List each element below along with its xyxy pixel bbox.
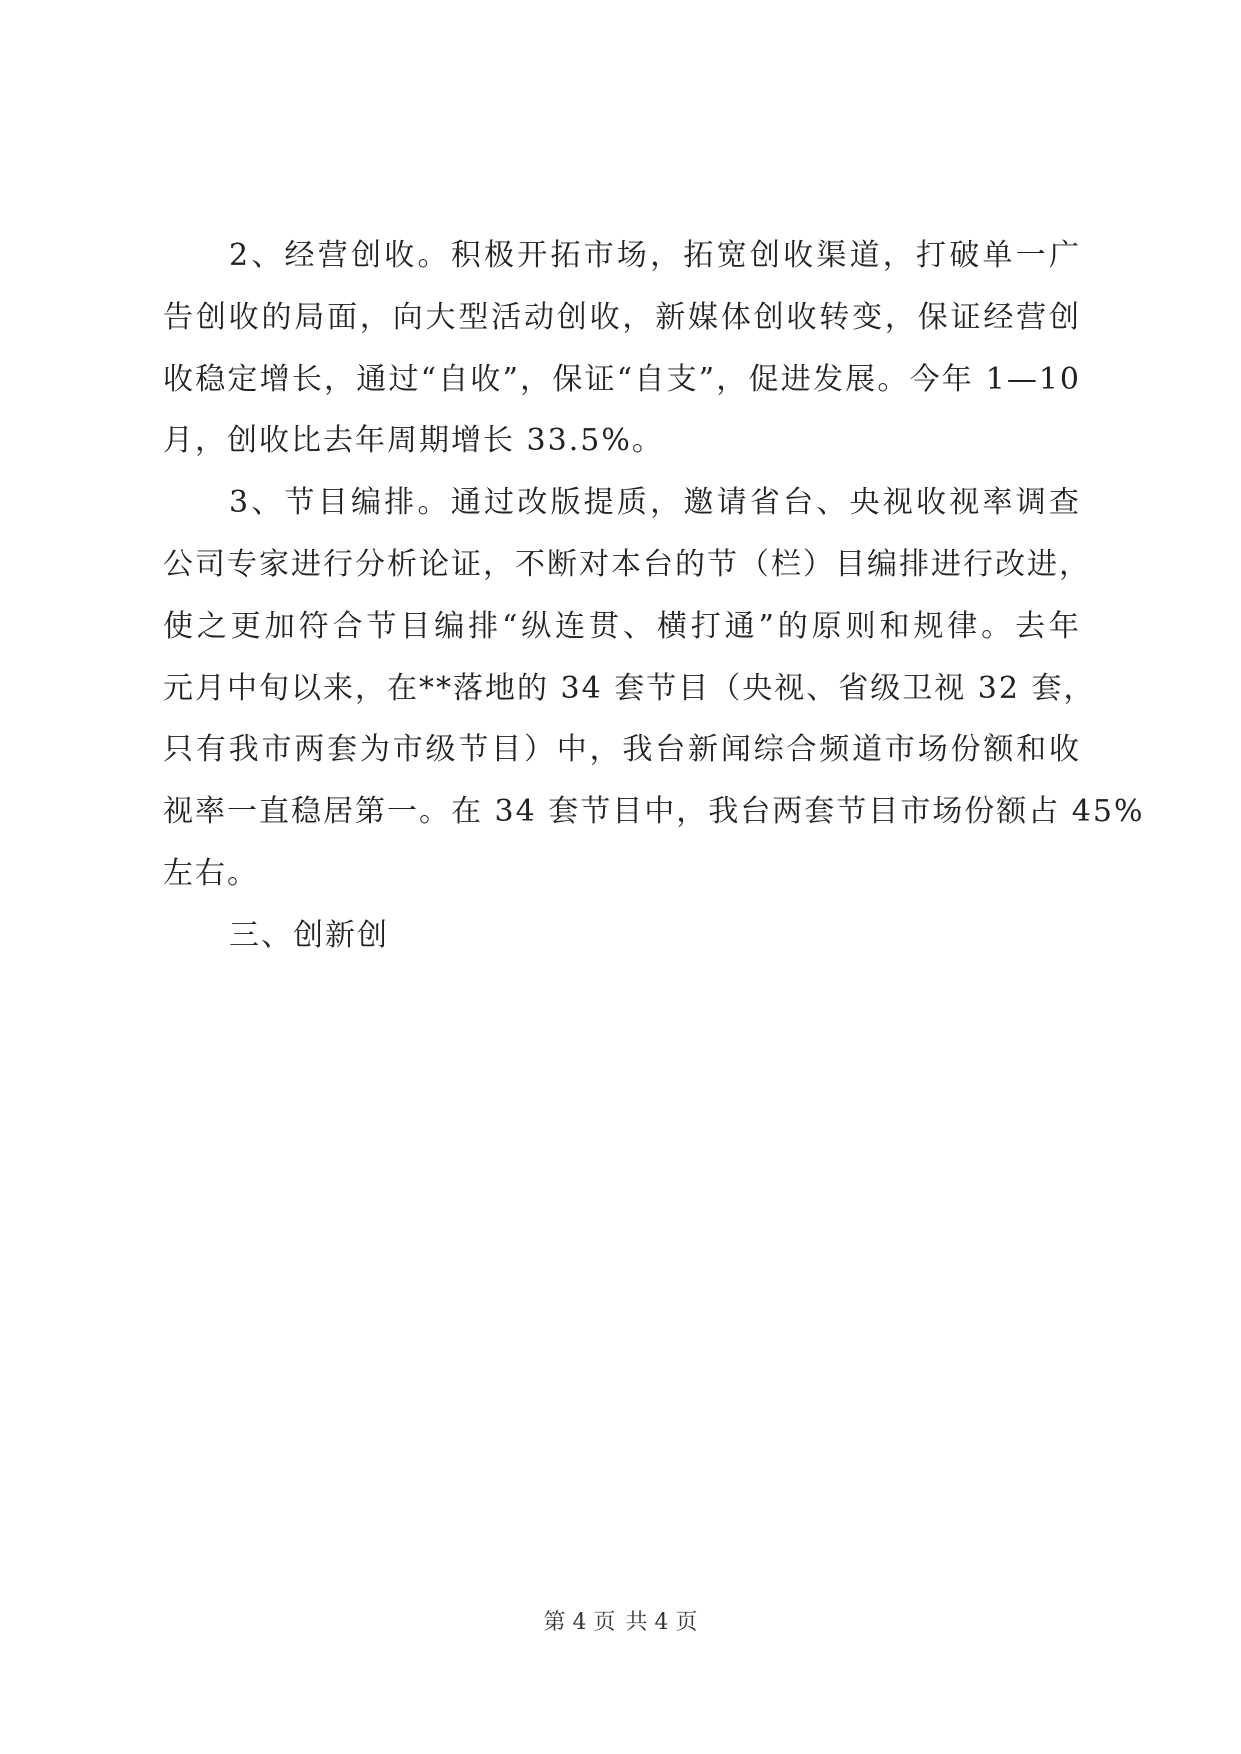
paragraph-line: 3、节目编排。通过改版提质，邀请省台、央视收视率调查 bbox=[229, 485, 1081, 521]
paragraph-line: 视率一直稳居第一。在 34 套节目中，我台两套节目市场份额占 45% bbox=[163, 794, 1145, 830]
page-footer bbox=[0, 1608, 1241, 1638]
paragraph-line: 只有我市两套为市级节目）中，我台新闻综合频道市场份额和收 bbox=[163, 732, 1081, 768]
page-total: 共 4 页 bbox=[625, 1610, 698, 1635]
paragraph-line: 收稳定增长，通过“自收”，保证“自支”，促进发展。今年 1—10 bbox=[163, 361, 1081, 397]
paragraph-line: 使之更加符合节目编排“纵连贯、横打通”的原则和规律。去年 bbox=[163, 608, 1081, 644]
page-number: 第 4 页 bbox=[543, 1610, 616, 1635]
document-body bbox=[163, 225, 1145, 967]
section-heading: 三、创新创 bbox=[229, 917, 389, 953]
paragraph-line: 告创收的局面，向大型活动创收，新媒体创收转变，保证经营创 bbox=[163, 299, 1081, 335]
paragraph-line: 公司专家进行分析论证，不断对本台的节（栏）目编排进行改进， bbox=[163, 546, 1091, 582]
paragraph-line: 左右。 bbox=[163, 855, 259, 891]
paragraph-line: 元月中旬以来，在**落地的 34 套节目（央视、省级卫视 32 套， bbox=[163, 670, 1096, 706]
paragraph-line: 月，创收比去年周期增长 33.5%。 bbox=[163, 423, 664, 459]
paragraph-line: 2、经营创收。积极开拓市场，拓宽创收渠道，打破单一广 bbox=[229, 238, 1081, 273]
